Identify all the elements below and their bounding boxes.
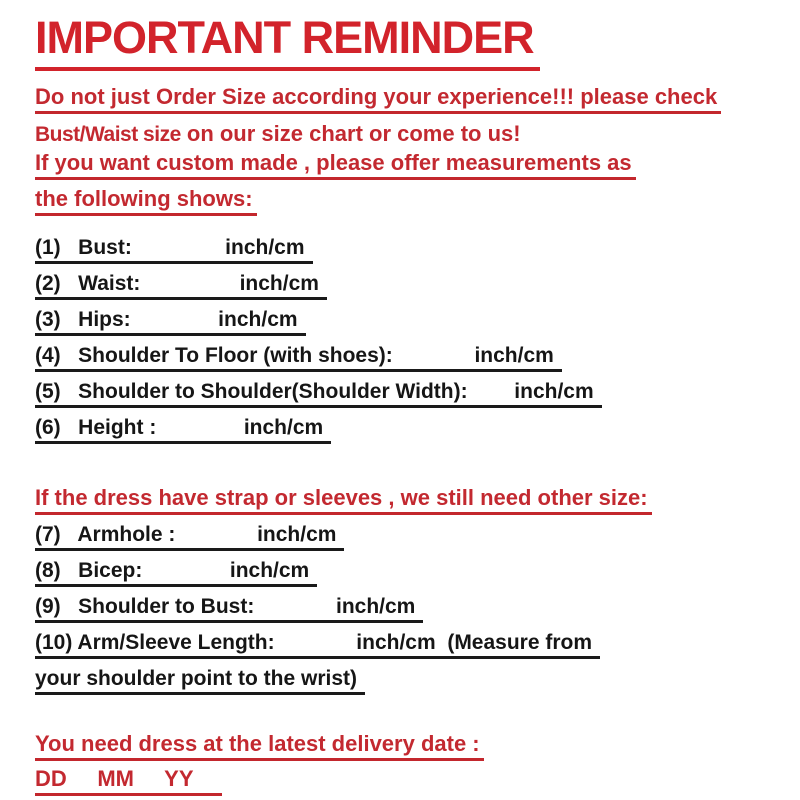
measurement-5-shoulder-width: (5) Shoulder to Shoulder(Shoulder Width): inch/cm bbox=[35, 380, 602, 408]
sleeve-section-heading: If the dress have strap or sleeves , we still need other size: bbox=[35, 486, 652, 515]
custom-made-line-1: If you want custom made , please offer measurements as bbox=[35, 151, 636, 180]
page-title: IMPORTANT REMINDER bbox=[35, 14, 540, 71]
sleeve-section-heading-row bbox=[35, 486, 782, 515]
warning-row bbox=[35, 85, 782, 114]
delivery-date-fields-row bbox=[35, 767, 782, 796]
measurement-10-continuation: your shoulder point to the wrist) bbox=[35, 667, 365, 695]
measurement-8-bicep: (8) Bicep: inch/cm bbox=[35, 559, 317, 587]
measurement-row-shoulder-to-bust bbox=[35, 595, 782, 623]
measurement-9-shoulder-to-bust: (9) Shoulder to Bust: inch/cm bbox=[35, 595, 423, 623]
measurement-row-waist bbox=[35, 272, 782, 300]
delivery-date-heading: You need dress at the latest delivery date : bbox=[35, 732, 484, 761]
measurement-row-sleeve-length bbox=[35, 631, 782, 659]
measurement-row-height bbox=[35, 416, 782, 444]
measurement-7-armhole: (7) Armhole : inch/cm bbox=[35, 523, 344, 551]
custom-made-row-2 bbox=[35, 187, 782, 216]
warning-line: Do not just Order Size according your experience!!! please check bbox=[35, 85, 721, 114]
measurement-row-hips bbox=[35, 308, 782, 336]
measurement-row-shoulder-width bbox=[35, 380, 782, 408]
measurement-6-height: (6) Height : inch/cm bbox=[35, 416, 331, 444]
custom-made-row-1 bbox=[35, 151, 782, 180]
measurement-row-sleeve-length-cont bbox=[35, 667, 782, 695]
measurement-row-shoulder-to-floor bbox=[35, 344, 782, 372]
measurement-10-sleeve-length: (10) Arm/Sleeve Length: inch/cm (Measure from bbox=[35, 631, 600, 659]
measurement-row-bicep bbox=[35, 559, 782, 587]
measurement-4-shoulder-to-floor: (4) Shoulder To Floor (with shoes): inch/cm bbox=[35, 344, 562, 372]
measurement-row-armhole bbox=[35, 523, 782, 551]
measurement-1-bust: (1) Bust: inch/cm bbox=[35, 236, 313, 264]
title-row bbox=[35, 14, 782, 71]
size-chart-prefix: Bust/Waist size bbox=[35, 122, 181, 146]
custom-made-line-2: the following shows: bbox=[35, 187, 257, 216]
size-chart-rest: on our size chart or come to us! bbox=[180, 120, 521, 146]
delivery-heading-row bbox=[35, 732, 782, 761]
measurement-2-waist: (2) Waist: inch/cm bbox=[35, 272, 327, 300]
size-chart-row bbox=[35, 122, 782, 147]
measurement-row-bust bbox=[35, 236, 782, 264]
delivery-date-fields: DD MM YY bbox=[35, 767, 222, 796]
measurement-3-hips: (3) Hips: inch/cm bbox=[35, 308, 306, 336]
